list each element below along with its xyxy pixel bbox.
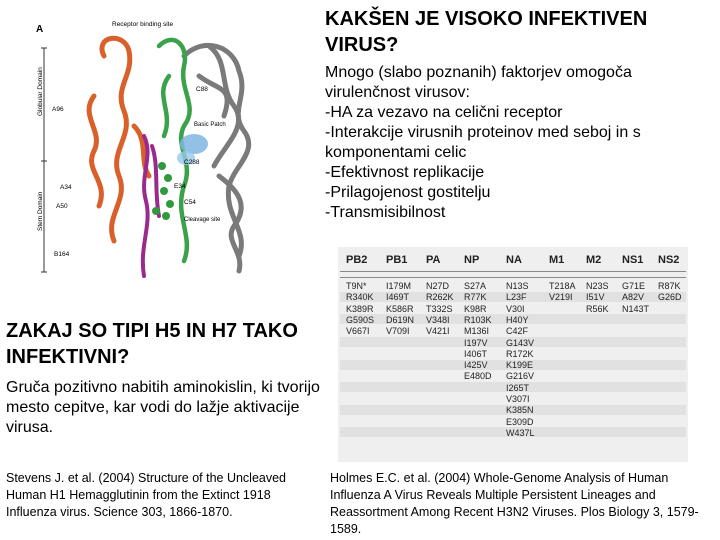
table-cell: T332S (426, 303, 453, 314)
residue-label: C88 (196, 86, 208, 93)
table-cell: I265T (506, 382, 530, 393)
h5-h7-explanation: Gruča pozitivno nabitih aminokislin, ki tvorijo mesto cepitve, kar vodi do lažje aktivacije virusa. (6, 379, 320, 436)
table-cell: R172K (506, 348, 534, 359)
table-cell: R262K (426, 292, 454, 303)
table-cell: E309D (506, 416, 534, 427)
table-cell: I51V (586, 292, 605, 303)
virulence-factors-text (325, 63, 717, 223)
reference-holmes: Holmes E.C. et al. (2004) Whole-Genome Analysis of Human Influenza A Virus Reveals Multiple Persistent Lineages and Reassortment Among Recent H3N2 Viruses. Plos Biology 3, 1579-1589. (330, 471, 699, 536)
reference-stevens: Stevens J. et al. (2004) Structure of the Uncleaved Human H1 Hemagglutinin from the Extinct 1918 Influenza virus. Science 303, 1866-1870. (6, 471, 287, 519)
table-cell: I197V (464, 337, 488, 348)
table-header-ns2: NS2 (658, 254, 680, 266)
table-cell: W437L (506, 427, 535, 438)
table-cell: N143T (622, 303, 650, 314)
text-line: -Prilagojenost gostitelju (325, 184, 491, 201)
table-rule (340, 271, 686, 272)
table-cell: K389R (346, 303, 374, 314)
table-cell: G71E (622, 281, 646, 291)
text-line: Mnogo (slabo poznanih) faktorjev omogoča (325, 64, 632, 81)
residue-label: A96 (52, 106, 64, 113)
table-cell: V421I (426, 326, 450, 337)
table-cell: N27D (426, 281, 450, 291)
table-cell: R340K (346, 292, 374, 303)
table-header-ns1: NS1 (622, 254, 644, 266)
text-line: -Interakcije virusnih proteinov med seboj in s (325, 124, 641, 141)
table-cell: T218A (549, 281, 576, 291)
stem-domain-label: Stem Domain (37, 191, 44, 231)
table-cell: K199E (506, 360, 534, 371)
table-cell: K98R (464, 303, 487, 314)
table-cell: D619N (386, 314, 415, 325)
table-cell: V30I (506, 303, 525, 314)
table-cell: S27A (464, 281, 487, 291)
receptor-binding-label: Receptor binding site (112, 21, 174, 28)
residue-label: A34 (60, 184, 72, 191)
table-header-m2: M2 (586, 254, 602, 266)
cleavage-site-label: Cleavage site (184, 217, 221, 223)
text-line: virulenčnost virusov: (325, 84, 470, 101)
table-cell: I469T (386, 292, 410, 303)
table-cell: T9N* (346, 281, 367, 291)
basic-patch-blob (180, 134, 208, 154)
table-header-pa: PA (426, 254, 441, 266)
text-line: -Transmisibilnost (325, 204, 446, 221)
residue-label: C54 (184, 199, 196, 206)
table-cell: V219I (549, 292, 573, 303)
mutation-table (338, 247, 688, 462)
table-cell: R77K (464, 292, 487, 303)
table-cell: G26D (658, 292, 682, 303)
table-header-na: NA (506, 254, 522, 266)
table-cell: V667I (346, 326, 370, 337)
table-header-np: NP (464, 254, 480, 266)
table-header-pb1: PB1 (386, 254, 408, 266)
text-line: komponentami celic (325, 144, 467, 161)
hemagglutinin-structure-figure (34, 16, 324, 294)
text-line: -HA za vezavo na celični receptor (325, 104, 563, 121)
table-cell: V348I (426, 314, 450, 325)
table-cell: G143V (506, 337, 535, 348)
table-cell: V709I (386, 326, 410, 337)
table-cell: G216V (506, 371, 535, 382)
table-header-m1: M1 (549, 254, 565, 266)
table-cell: R56K (586, 303, 609, 314)
table-cell: K385N (506, 405, 534, 416)
panel-letter: A (36, 24, 44, 35)
table-cell: I425V (464, 360, 488, 371)
basic-patch-label: Basic Patch (194, 122, 226, 128)
text-line: -Efektivnost replikacije (325, 164, 485, 181)
table-cell: A82V (622, 292, 645, 303)
section-title-virulence: KAKŠEN JE VISOKO INFEKTIVEN VIRUS? (325, 8, 648, 56)
table-cell: V307I (506, 394, 530, 404)
table-cell: R103K (464, 314, 492, 325)
table-cell: N23S (586, 281, 609, 291)
table-rule (340, 277, 686, 278)
orange-chain (89, 38, 149, 241)
table-cell: E480D (464, 371, 492, 382)
table-cell: I179M (386, 281, 412, 291)
residue-label: C288 (184, 159, 200, 166)
globular-domain-label: Globular Domain (37, 67, 44, 116)
table-cell: N13S (506, 281, 529, 291)
table-header-pb2: PB2 (346, 254, 368, 266)
table-cell: I406T (464, 348, 488, 359)
table-cell: L23F (506, 292, 527, 303)
table-cell: C42F (506, 326, 529, 337)
residue-label: A50 (56, 203, 68, 210)
table-cell: G590S (346, 314, 375, 325)
residue-label: E34 (174, 183, 186, 190)
table-cell: M136I (464, 326, 490, 337)
table-cell: R87K (658, 281, 681, 291)
table-cell: H40Y (506, 314, 529, 325)
section-title-h5-h7: ZAKAJ SO TIPI H5 IN H7 TAKO INFEKTIVNI? (6, 320, 298, 368)
table-cell: K586R (386, 303, 414, 314)
residue-label: B164 (54, 251, 70, 258)
